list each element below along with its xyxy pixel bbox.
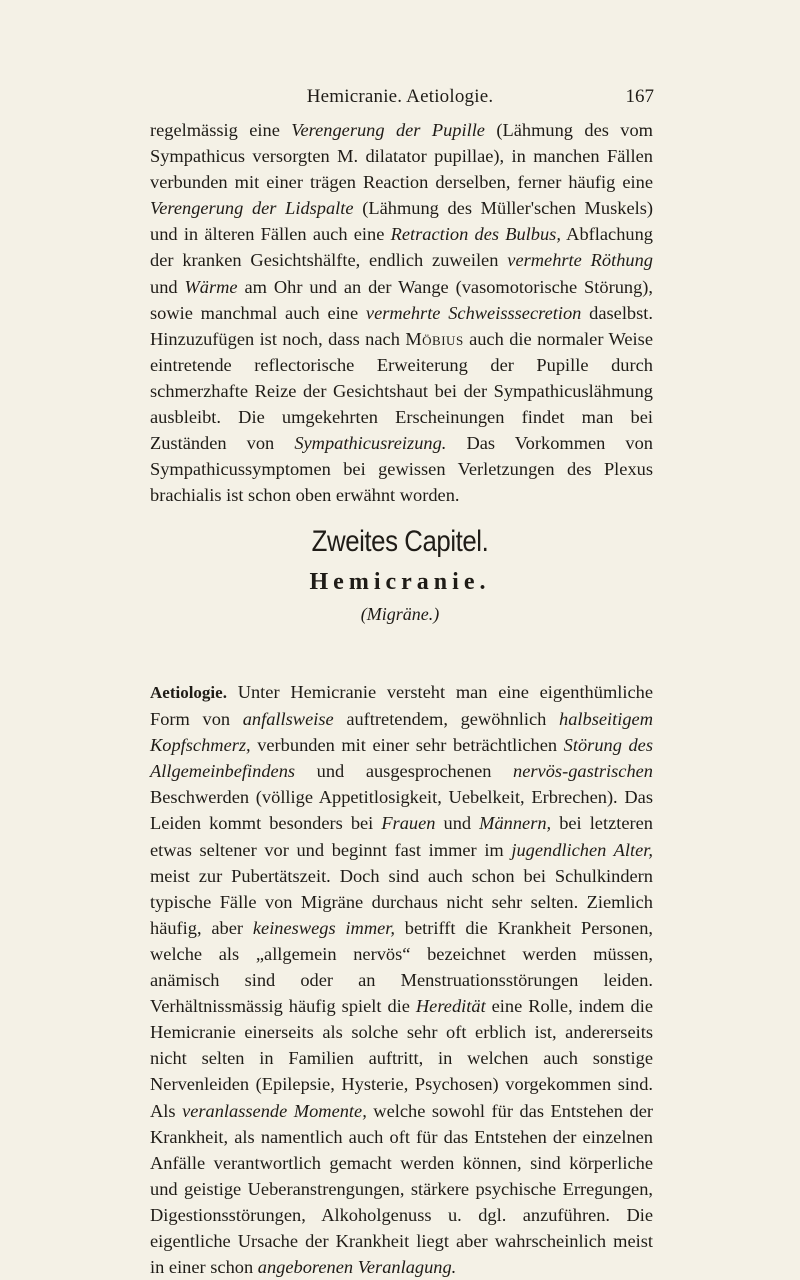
paragraph-sympathicus-symptoms [150, 117, 653, 508]
page-number: 167 [625, 86, 654, 107]
text-run: regelmässig eine [150, 120, 292, 140]
chapter-subject: Hemicranie. [309, 569, 491, 595]
running-title: Hemicranie. Aetiologie. [306, 86, 494, 107]
emphasis-run: Sympathicusreizung. [294, 433, 447, 454]
emphasis-run: angeborenen Veranlagung. [257, 1257, 457, 1278]
emphasis-run: vermehrte Schweisssecretion [365, 302, 582, 323]
text-run: bei letzteren etwas seltener vor und beginnt fast immer im [150, 813, 653, 860]
emphasis-run: Heredität [415, 996, 486, 1017]
text-run: betrifft die Krankheit Personen, welche als „allgemein nervös“ bezeichnet werden müssen, anämisch sind oder an Menstruationsstörungen leiden. Verhältnissmässig häufig spielt die [150, 917, 654, 1017]
chapter-alias: (Migräne.) [360, 604, 440, 624]
paragraph-text [150, 679, 653, 1280]
text-run: daselbst. Hinzuzufügen ist noch, dass nach [150, 302, 653, 349]
text-run: und [150, 276, 185, 297]
text-run: Unter Hemicranie versteht man eine eigenthümliche Form von [150, 682, 653, 730]
emphasis-run: nervös-gastrischen [513, 761, 653, 782]
emphasis-run: halbseitigem Kopfschmerz, [150, 709, 653, 756]
text-run: (Lähmung des vom Sympathicus versorgten M. dilatator pupillae), in manchen Fällen verbunden mit einer trägen Reaction derselben, ferner häufig eine [150, 120, 653, 193]
paragraph-aetiologie [150, 679, 653, 1280]
chapter-heading [0, 521, 800, 627]
text-run: am Ohr und an der Wange (vasomotorische Störung), sowie manchmal auch eine [150, 276, 654, 323]
emphasis-run: Frauen [381, 813, 436, 834]
author-name: Möbius [405, 328, 464, 349]
text-run: und [435, 813, 480, 834]
emphasis-run: anfallsweise [242, 709, 334, 730]
text-run: auftretendem, gewöhnlich [333, 709, 560, 730]
emphasis-run: Verengerung der Lidspalte [150, 198, 354, 219]
text-run: auch die normaler Weise eintretende reflectorische Erweiterung der Pupille durch schmerzhafte Reize der Gesichtshaut bei der Sympathicuslähmung ausbleibt. Die umgekehrten Erscheinungen findet man bei Zuständen von [150, 328, 653, 454]
text-run: meist zur Pubertätszeit. Doch sind auch schon bei Schulkindern typische Fälle von Migräne durchaus nicht sehr selten. Ziemlich häufig, aber [150, 865, 653, 938]
text-run: Beschwerden (völlige Appetitlosigkeit, Uebelkeit, Erbrechen). Das Leiden kommt besonders bei [150, 787, 653, 834]
chapter-title: Zweites Capitel. [311, 525, 489, 558]
emphasis-run: Störung des Allgemeinbefindens [150, 735, 653, 782]
lead-word: Aetiologie. [150, 683, 227, 702]
text-run: eine Rolle, indem die Hemicranie einerseits als solche sehr oft erblich ist, andererseits nicht selten in Familien auftritt, in welchen auch sonstige Nervenleiden (Epilepsie, Hysterie, Psychosen) vorgekommen sind. Als [150, 996, 653, 1121]
paragraph-text [150, 117, 653, 508]
text-run: (Lähmung des Müller'schen Muskels) und in älteren Fällen auch eine [150, 198, 653, 245]
text-run: Abflachung der kranken Gesichtshälfte, endlich zuweilen [150, 224, 653, 271]
text-run: und ausgesprochenen [295, 761, 514, 782]
running-header [0, 86, 800, 108]
emphasis-run: Wärme [184, 276, 238, 297]
emphasis-run: Retraction des Bulbus, [390, 224, 561, 245]
emphasis-run: vermehrte Röthung [507, 250, 654, 271]
emphasis-run: Verengerung der Pupille [291, 120, 485, 140]
text-run: verbunden mit einer sehr beträchtlichen [250, 735, 564, 756]
text-run: Das Vorkommen von Sympathicussymptomen bei gewissen Verletzungen des Plexus brachialis ist schon oben erwähnt worden. [150, 433, 654, 506]
emphasis-run: keineswegs immer, [252, 917, 395, 938]
emphasis-run: Männern, [479, 813, 552, 834]
text-run: welche sowohl für das Entstehen der Krankheit, als namentlich auch oft für das Entstehen der einzelnen Anfälle verantwortlich gemacht werden können, sind körperliche und geistige Ueberanstrengungen, stärkere psychische Erregungen, Digestionsstörungen, Alkoholgenuss u. dgl. anzuführen. Die eigentliche Ursache der Krankheit liegt aber wahrscheinlich meist in einer schon [150, 1100, 653, 1278]
emphasis-run: veranlassende Momente, [182, 1100, 367, 1121]
emphasis-run: jugendlichen Alter, [511, 839, 653, 860]
